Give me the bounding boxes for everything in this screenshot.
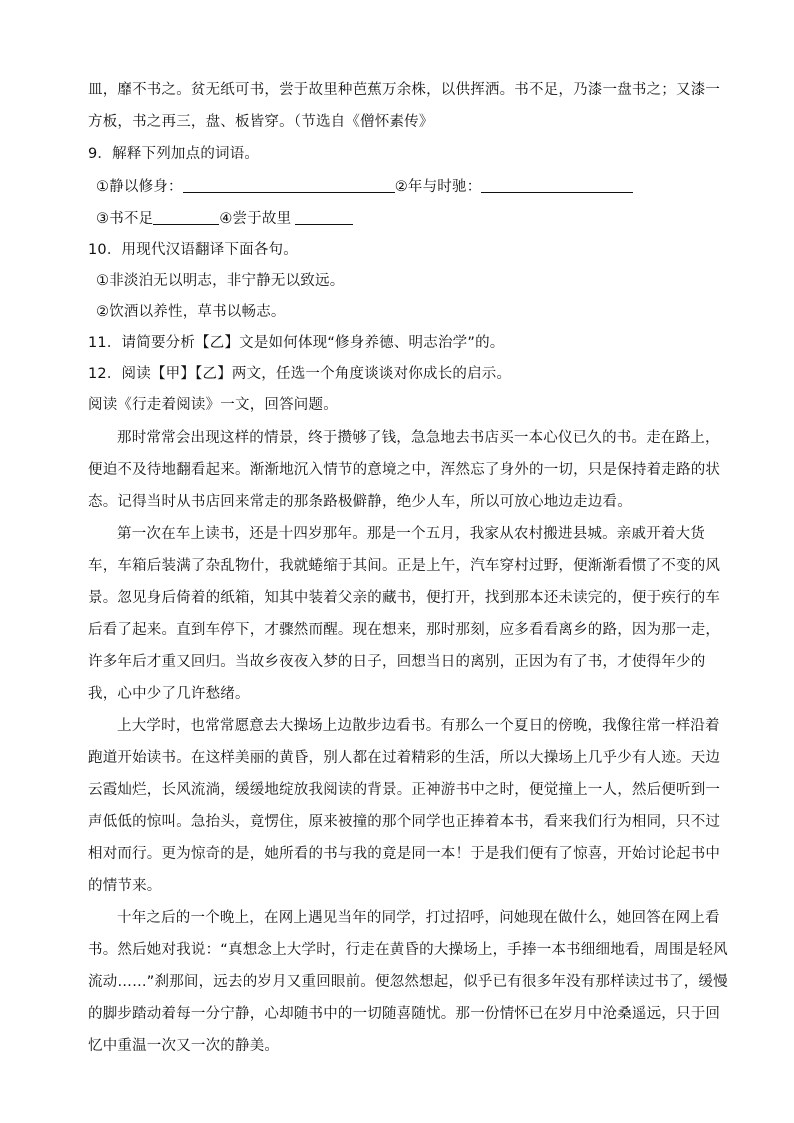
paragraph-line: 我，心中少了几许愁绪。 <box>88 686 250 702</box>
q9-item-3-label: ③书不足 <box>96 211 154 227</box>
question-9: 9．解释下列加点的词语。 <box>88 146 260 162</box>
answer-blank-1[interactable] <box>183 176 395 193</box>
question-11: 11．请简要分析【乙】文是如何体现“修身养德、明志治学”的。 <box>88 335 505 351</box>
q10-sentence-1: ①非淡泊无以明志，非宁静无以致远。 <box>96 273 345 289</box>
paragraph-line: 十年之后的一个晚上，在网上遇见当年的同学，打过招呼，问她现在做什么，她回答在网上看 <box>117 910 720 926</box>
text-line: 方板，书之再三，盘、板皆穿。（节选自《僧怀素传》 <box>88 114 434 130</box>
paragraph-line: 声低低的惊叫。急抬头，竟愣住，原来被撞的那个同学也正捧着本书，看来我们行为相同，只不过 <box>88 814 721 830</box>
paragraph-line: 后看了起来。直到车停下，才骤然而醒。现在想来，那时那刻，应多看看离乡的路，因为那一走， <box>88 622 721 638</box>
paragraph-line: 相对而行。更为惊奇的是，她所看的书与我的竟是同一本！于是我们便有了惊喜，开始讨论起书中 <box>88 846 721 862</box>
q9-item-2-label: ②年与时驰： <box>394 179 482 195</box>
reading-instruction: 阅读《行走着阅读》一文，回答问题。 <box>88 397 338 413</box>
paragraph-line: 景。忽见身后倚着的纸箱，知其中装着父亲的藏书，便打开，找到那本还未读完的，便于疾行的车 <box>88 590 721 606</box>
paragraph-line: 许多年后才重又回归。当故乡夜夜入梦的日子，回想当日的离别，正因为有了书，才使得年少的 <box>88 654 706 670</box>
q9-item-1-label: ①静以修身： <box>96 179 183 195</box>
paragraph-line: 便迫不及待地翻看起来。渐渐地沉入情节的意境之中，浑然忘了身外的一切，只是保持着走路的状 <box>88 462 721 478</box>
paragraph-line: 车，车箱后装满了杂乱物什，我就蜷缩于其间。正是上午，汽车穿村过野，便渐渐看惯了不变的风 <box>88 558 721 574</box>
text-line: 皿，靡不书之。贫无纸可书，尝于故里种芭蕉万余株，以供挥洒。书不足，乃漆一盘书之；又漆一 <box>88 82 721 98</box>
q9-row-2 <box>96 208 728 228</box>
paragraph-line: 那时常常会出现这样的情景，终于攒够了钱，急急地去书店买一本心仪已久的书。走在路上， <box>117 430 720 446</box>
answer-blank-3[interactable] <box>153 208 219 225</box>
paragraph-line: 上大学时，也常常愿意去大操场上边散步边看书。有那么一个夏日的傍晚，我像往常一样沿着 <box>117 718 720 734</box>
paragraph-line: 云霞灿烂，长风流淌，缓缓地绽放我阅读的背景。正神游书中之时，便觉撞上一人，然后便听到一 <box>88 782 721 798</box>
question-10: 10．用现代汉语翻译下面各句。 <box>88 242 298 258</box>
question-12: 12．阅读【甲】【乙】两文，任选一个角度谈谈对你成长的启示。 <box>88 366 512 382</box>
paragraph-line: 态。记得当时从书店回来常走的那条路极僻静，绝少人车，所以可放心地边走边看。 <box>88 494 632 510</box>
paragraph-line: 书。然后她对我说：“真想念上大学时，行走在黄昏的大操场上，手捧一本书细细地看，周围是轻风 <box>88 942 728 958</box>
paragraph-line: 的情节来。 <box>88 878 162 894</box>
paragraph-line: 跑道开始读书。在这样美丽的黄昏，别人都在过着精彩的生活，所以大操场上几乎少有人迹。天边 <box>88 750 721 766</box>
answer-blank-2[interactable] <box>481 176 633 193</box>
answer-blank-4[interactable] <box>295 208 353 225</box>
q9-item-4-label: ④尝于故里 <box>219 211 292 227</box>
q10-sentence-2: ②饮酒以养性，草书以畅志。 <box>96 304 286 320</box>
paragraph-line: 的脚步踏动着每一分宁静，心却随书中的一切随喜随忧。那一份情怀已在岁月中沧桑遥远，只于回 <box>88 1006 721 1022</box>
paragraph-line: 忆中重温一次又一次的静美。 <box>88 1038 280 1054</box>
q9-row-1 <box>96 176 728 196</box>
paragraph-line: 第一次在车上读书，还是十四岁那年。那是一个五月，我家从农村搬进县城。亲戚开着大货 <box>117 526 705 542</box>
paragraph-line: 流动……”刹那间，远去的岁月又重回眼前。便忽然想起，似乎已有很多年没有那样读过书了，缓慢 <box>88 974 728 990</box>
